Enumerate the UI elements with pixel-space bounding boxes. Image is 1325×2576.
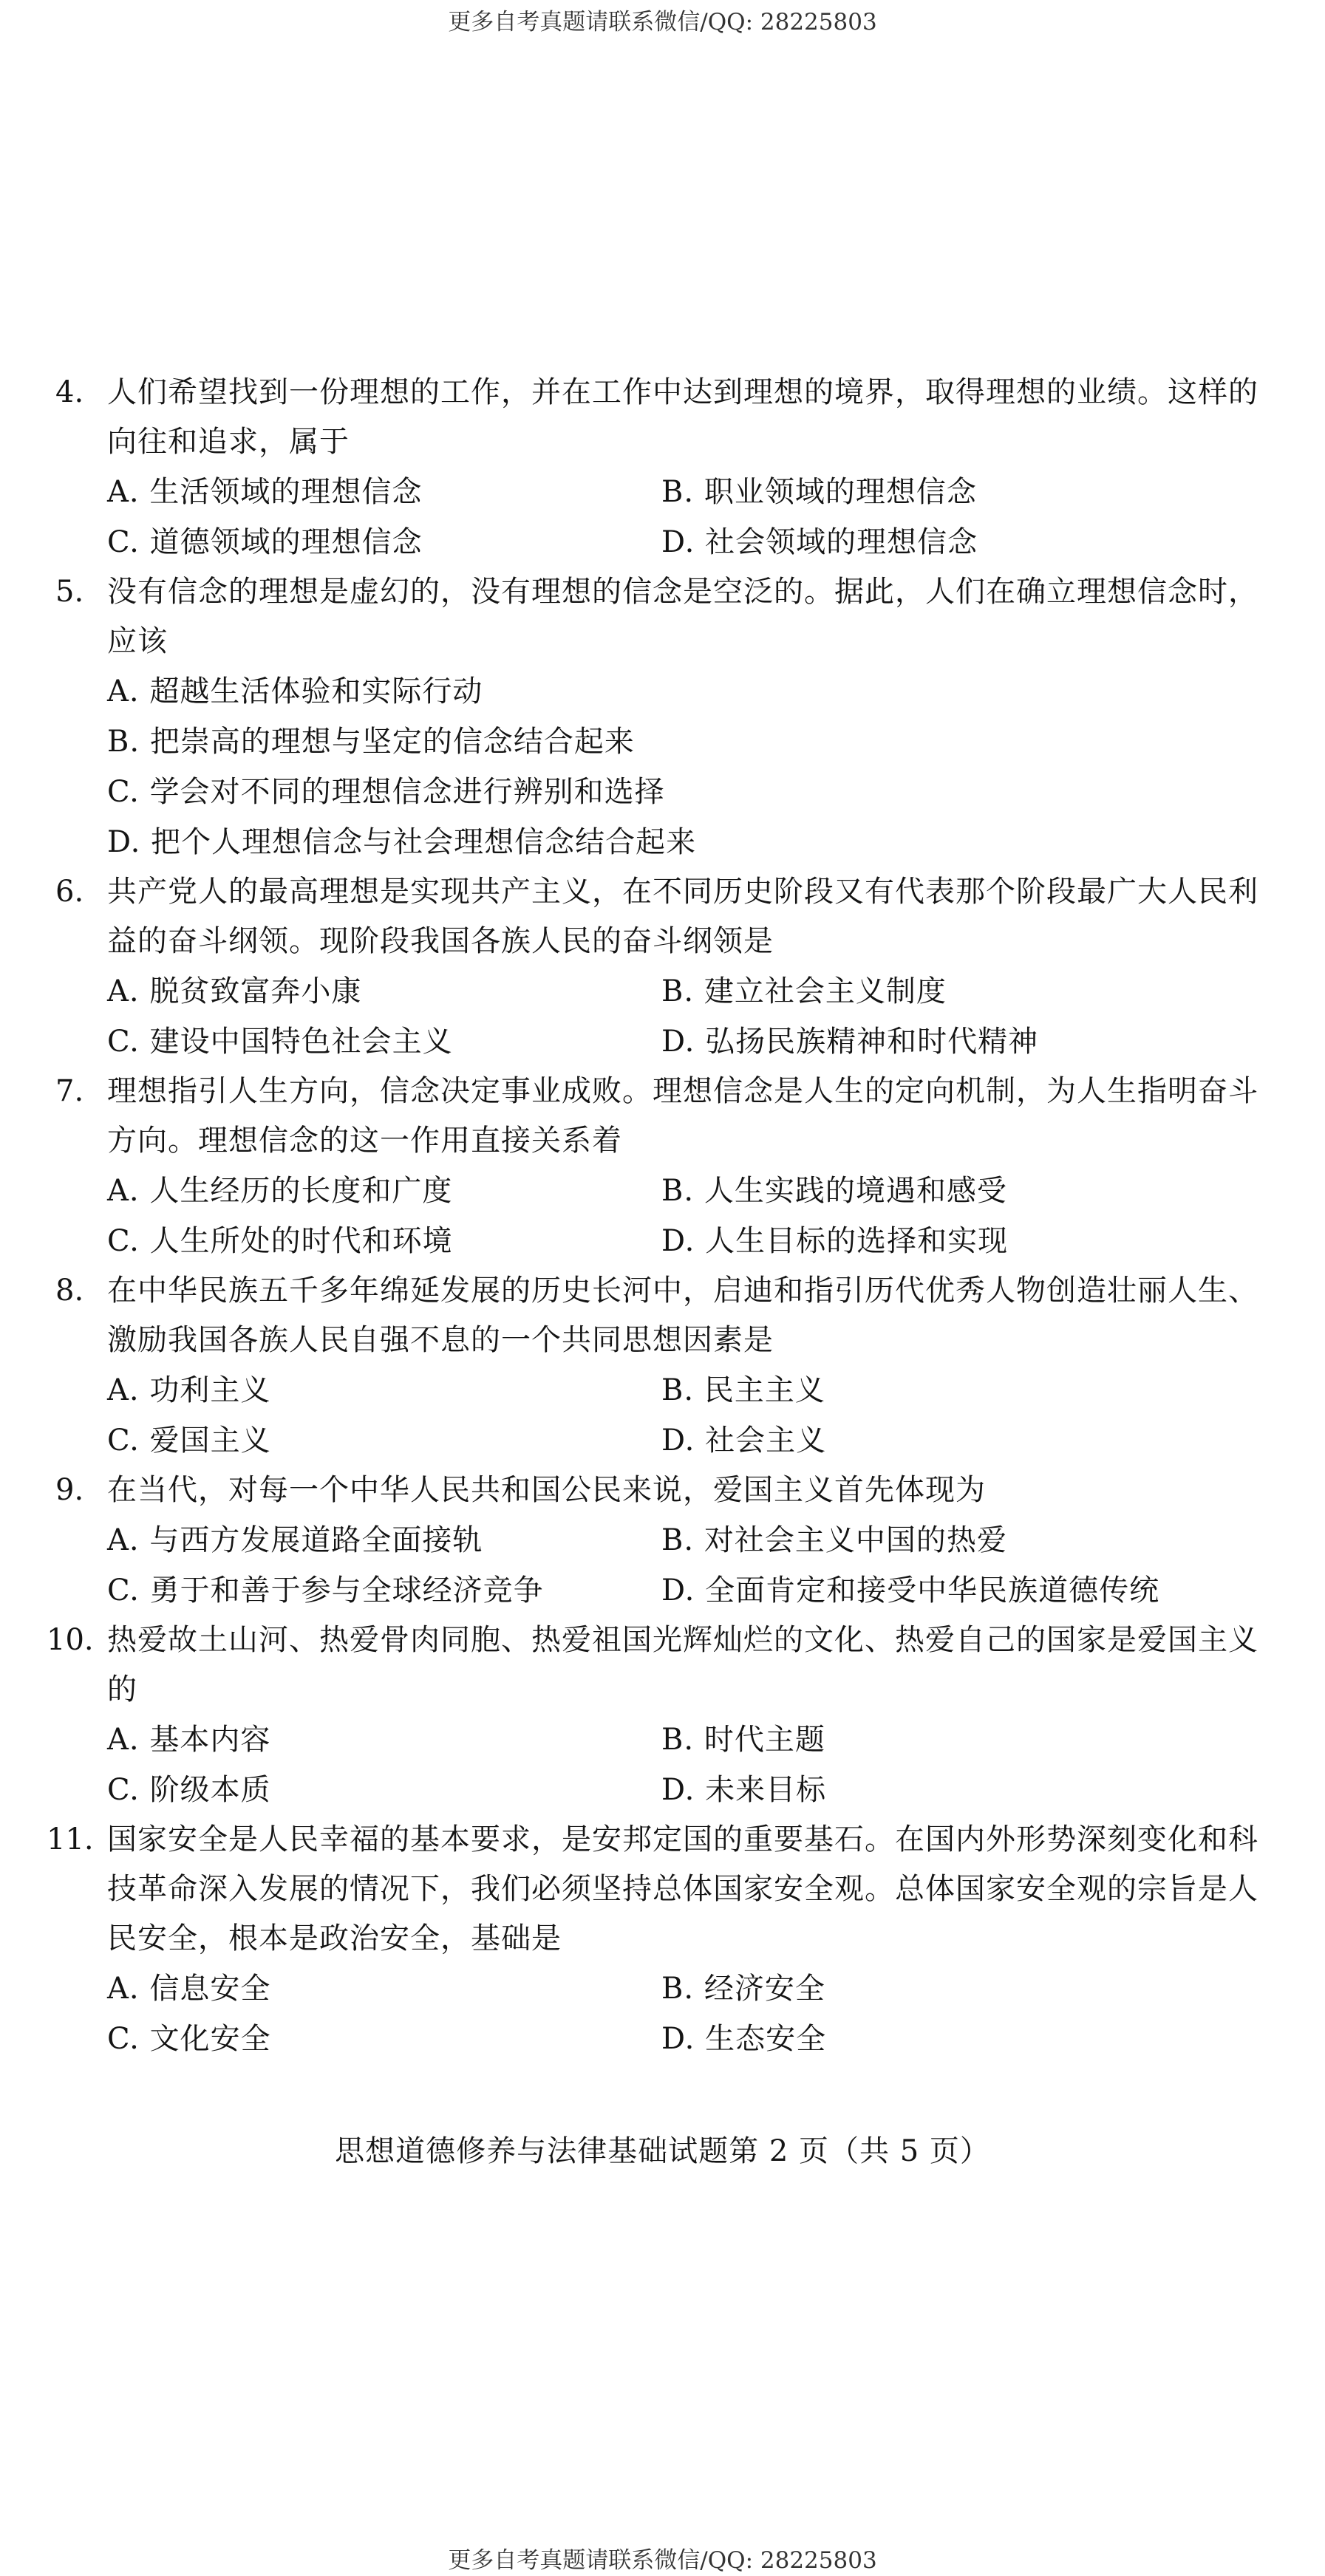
page-footer: 思想道德修养与法律基础试题第 2 页（共 5 页）: [335, 2134, 990, 2168]
question-5: [55, 567, 1267, 867]
option-c: C. 学会对不同的理想信念进行辨别和选择: [107, 775, 665, 809]
question-stem: 热爱故土山河、热爱骨肉同胞、热爱祖国光辉灿烂的文化、热爱自己的国家是爱国主义的: [107, 1623, 1258, 1706]
option-c: C. 建设中国特色社会主义: [107, 1025, 453, 1059]
question-stem: 理想指引人生方向，信念决定事业成败。理想信念是人生的定向机制，为人生指明奋斗方向。理想信念的这一作用直接关系着: [107, 1074, 1258, 1158]
option-b: B. 建立社会主义制度: [661, 974, 947, 1008]
option-b: B. 经济安全: [661, 1972, 825, 2006]
option-b: B. 把崇高的理想与坚定的信念结合起来: [107, 725, 635, 759]
option-a: A. 功利主义: [107, 1373, 271, 1407]
option-d: D. 弘扬民族精神和时代精神: [661, 1025, 1039, 1059]
question-stem: 在中华民族五千多年绵延发展的历史长河中，启迪和指引历代优秀人物创造壮丽人生、激励我国各族人民自强不息的一个共同思想因素是: [107, 1274, 1258, 1357]
question-6: [55, 867, 1267, 1067]
option-b: B. 时代主题: [661, 1723, 825, 1757]
option-a: A. 超越生活体验和实际行动: [107, 674, 483, 708]
option-b: B. 民主主义: [661, 1373, 825, 1407]
question-number: 6.: [55, 875, 84, 909]
option-d: D. 生态安全: [661, 2022, 827, 2056]
question-number: 7.: [55, 1074, 84, 1108]
option-a: A. 人生经历的长度和广度: [107, 1174, 453, 1208]
option-c: C. 文化安全: [107, 2022, 271, 2056]
question-10: [47, 1616, 1267, 1815]
option-c: C. 勇于和善于参与全球经济竞争: [107, 1574, 544, 1608]
question-stem: 国家安全是人民幸福的基本要求，是安邦定国的重要基石。在国内外形势深刻变化和科技革命深入发展的情况下，我们必须坚持总体国家安全观。总体国家安全观的宗旨是人民安全，根本是政治安全，基础是: [107, 1822, 1258, 1955]
option-c: C. 爱国主义: [107, 1424, 271, 1458]
question-number: 11.: [47, 1822, 94, 1856]
option-a: A. 基本内容: [107, 1723, 271, 1757]
question-stem: 在当代，对每一个中华人民共和国公民来说，爱国主义首先体现为: [107, 1473, 986, 1507]
question-stem: 人们希望找到一份理想的工作，并在工作中达到理想的境界，取得理想的业绩。这样的向往和追求，属于: [107, 375, 1258, 459]
option-b: B. 职业领域的理想信念: [661, 475, 977, 509]
question-number: 4.: [55, 375, 84, 409]
question-7: [55, 1067, 1267, 1266]
option-d: D. 人生目标的选择和实现: [661, 1224, 1009, 1258]
question-4: [55, 368, 1267, 567]
option-a: A. 信息安全: [107, 1972, 271, 2006]
option-d: D. 全面肯定和接受中华民族道德传统: [661, 1574, 1160, 1608]
option-b: B. 对社会主义中国的热爱: [661, 1523, 1007, 1557]
question-9: [55, 1466, 1267, 1616]
question-number: 9.: [55, 1473, 84, 1507]
question-number: 5.: [55, 575, 84, 609]
option-d: D. 社会主义: [661, 1424, 827, 1458]
option-d: D. 社会领域的理想信念: [661, 525, 978, 559]
watermark-top: 更多自考真题请联系微信/QQ: 28225803: [448, 9, 877, 35]
question-number: 10.: [47, 1623, 94, 1657]
question-stem: 共产党人的最高理想是实现共产主义，在不同历史阶段又有代表那个阶段最广大人民利益的奋斗纲领。现阶段我国各族人民的奋斗纲领是: [107, 875, 1258, 958]
option-d: D. 未来目标: [661, 1773, 827, 1807]
question-list: [47, 368, 1267, 2064]
option-c: C. 阶级本质: [107, 1773, 271, 1807]
option-a: A. 脱贫致富奔小康: [107, 974, 362, 1008]
option-a: A. 与西方发展道路全面接轨: [107, 1523, 483, 1557]
option-c: C. 道德领域的理想信念: [107, 525, 423, 559]
option-a: A. 生活领域的理想信念: [107, 475, 423, 509]
option-c: C. 人生所处的时代和环境: [107, 1224, 453, 1258]
question-number: 8.: [55, 1274, 84, 1308]
option-d: D. 把个人理想信念与社会理想信念结合起来: [107, 825, 697, 859]
option-b: B. 人生实践的境遇和感受: [661, 1174, 1007, 1208]
question-8: [55, 1266, 1267, 1466]
question-stem: 没有信念的理想是虚幻的，没有理想的信念是空泛的。据此，人们在确立理想信念时，应该: [107, 575, 1258, 658]
watermark-bottom: 更多自考真题请联系微信/QQ: 28225803: [448, 2547, 877, 2574]
question-11: [47, 1815, 1267, 2064]
